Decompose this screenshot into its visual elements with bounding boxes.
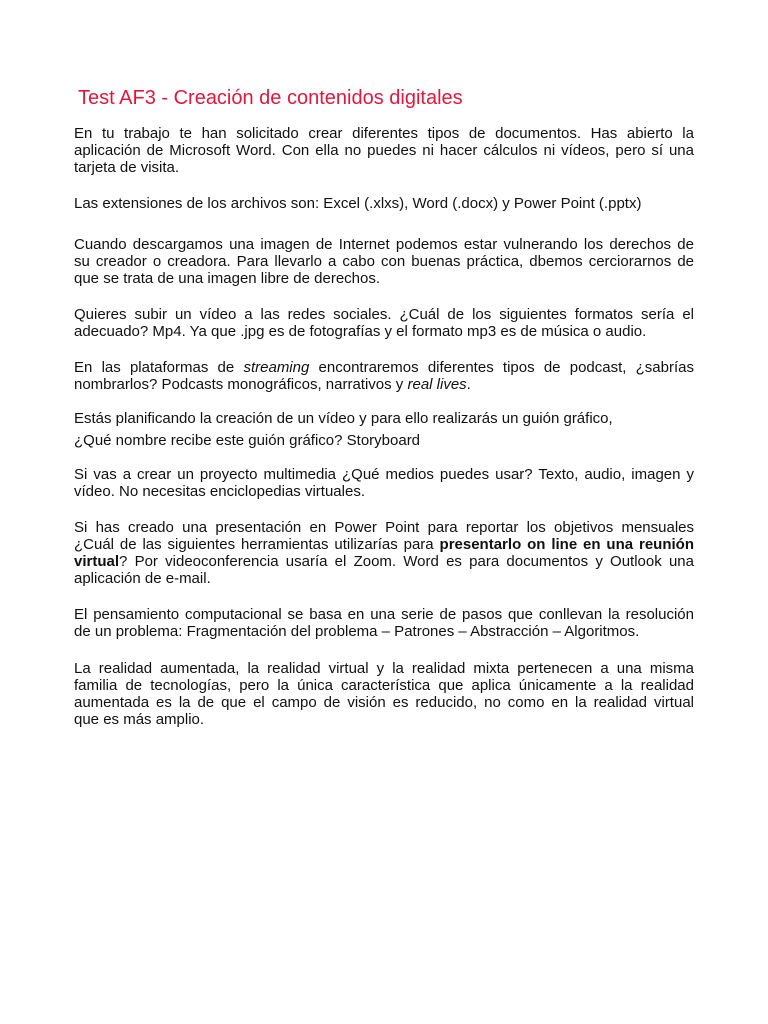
- text-line: ¿Qué nombre recibe este guión gráfico? Storyboard: [74, 432, 421, 449]
- text-line: [74, 553, 694, 570]
- text-line: tarjeta de visita.: [74, 159, 180, 176]
- paragraph-storyboard: [74, 408, 694, 452]
- text-line: familia de tecnologías, pero la única característica que aplica únicamente a la realidad: [74, 677, 694, 694]
- paragraph-multimedia: [74, 466, 694, 500]
- paragraph-video-formats: [74, 306, 694, 340]
- bold-text: presentarlo on line en una reunión: [439, 536, 694, 553]
- text-line: Si has creado una presentación en Power Point para reportar los objetivos mensuales: [74, 519, 694, 536]
- paragraph-computational-thinking: [74, 606, 694, 640]
- text-fragment: encontraremos diferentes tipos de podcast, ¿sabrías: [309, 359, 694, 376]
- text-fragment: ¿Cuál de las siguientes herramientas utilizarías para: [74, 536, 440, 553]
- text-line: Cuando descargamos una imagen de Internet podemos estar vulnerando los derechos de: [74, 236, 694, 253]
- text-line: vídeo. No necesitas enciclopedias virtuales.: [74, 483, 365, 500]
- paragraph-image-rights: [74, 236, 694, 287]
- paragraph-augmented-reality: [74, 660, 694, 728]
- text-line: En tu trabajo te han solicitado crear diferentes tipos de documentos. Has abierto la: [74, 125, 694, 142]
- paragraph-podcasts: [74, 359, 694, 393]
- text-line: [74, 376, 694, 393]
- emphasis-text: real lives: [407, 376, 467, 393]
- text-line: El pensamiento computacional se basa en una serie de pasos que conllevan la resolución: [74, 606, 694, 623]
- text-line: aumentada es la de que el campo de visión es reducido, no como en la realidad virtual: [74, 694, 694, 711]
- paragraph-file-extensions: [74, 195, 694, 212]
- text-fragment: ? Por videoconferencia usaría el Zoom. Word es para documentos y Outlook una: [119, 553, 694, 570]
- text-fragment: nombrarlos? Podcasts monográficos, narrativos y: [74, 376, 408, 393]
- text-line: adecuado? Mp4. Ya que .jpg es de fotografías y el formato mp3 es de música o audio.: [74, 323, 647, 340]
- text-line: que se trata de una imagen libre de derechos.: [74, 270, 381, 287]
- text-line: su creador o creadora. Para llevarlo a cabo con buenas práctica, dbemos cerciorarnos de: [74, 253, 694, 270]
- text-fragment: En las plataformas de: [74, 359, 244, 376]
- text-line: Las extensiones de los archivos son: Excel (.xlxs), Word (.docx) y Power Point (.pptx): [74, 195, 642, 212]
- text-fragment: .: [466, 376, 471, 393]
- text-line: [74, 536, 694, 553]
- paragraph-word-documents: [74, 125, 694, 176]
- text-line: que es más amplio.: [74, 711, 205, 728]
- text-line: Quieres subir un vídeo a las redes sociales. ¿Cuál de los siguientes formatos sería el: [74, 306, 694, 323]
- bold-text: virtual: [74, 553, 120, 570]
- emphasis-text: streaming: [243, 359, 310, 376]
- text-line: Si vas a crear un proyecto multimedia ¿Qué medios puedes usar? Texto, audio, imagen y: [74, 466, 694, 483]
- text-line: de un problema: Fragmentación del problema – Patrones – Abstracción – Algoritmos.: [74, 623, 640, 640]
- text-line: Estás planificando la creación de un vídeo y para ello realizarás un guión gráfico,: [74, 410, 613, 427]
- text-line: aplicación de Microsoft Word. Con ella no puedes ni hacer cálculos ni vídeos, pero sí una: [74, 142, 694, 159]
- document-title: Test AF3 - Creación de contenidos digitales: [78, 87, 463, 109]
- text-line: [74, 359, 694, 376]
- text-line: aplicación de e-mail.: [74, 570, 211, 587]
- text-line: La realidad aumentada, la realidad virtual y la realidad mixta pertenecen a una misma: [74, 660, 694, 677]
- paragraph-presentation: [74, 519, 694, 587]
